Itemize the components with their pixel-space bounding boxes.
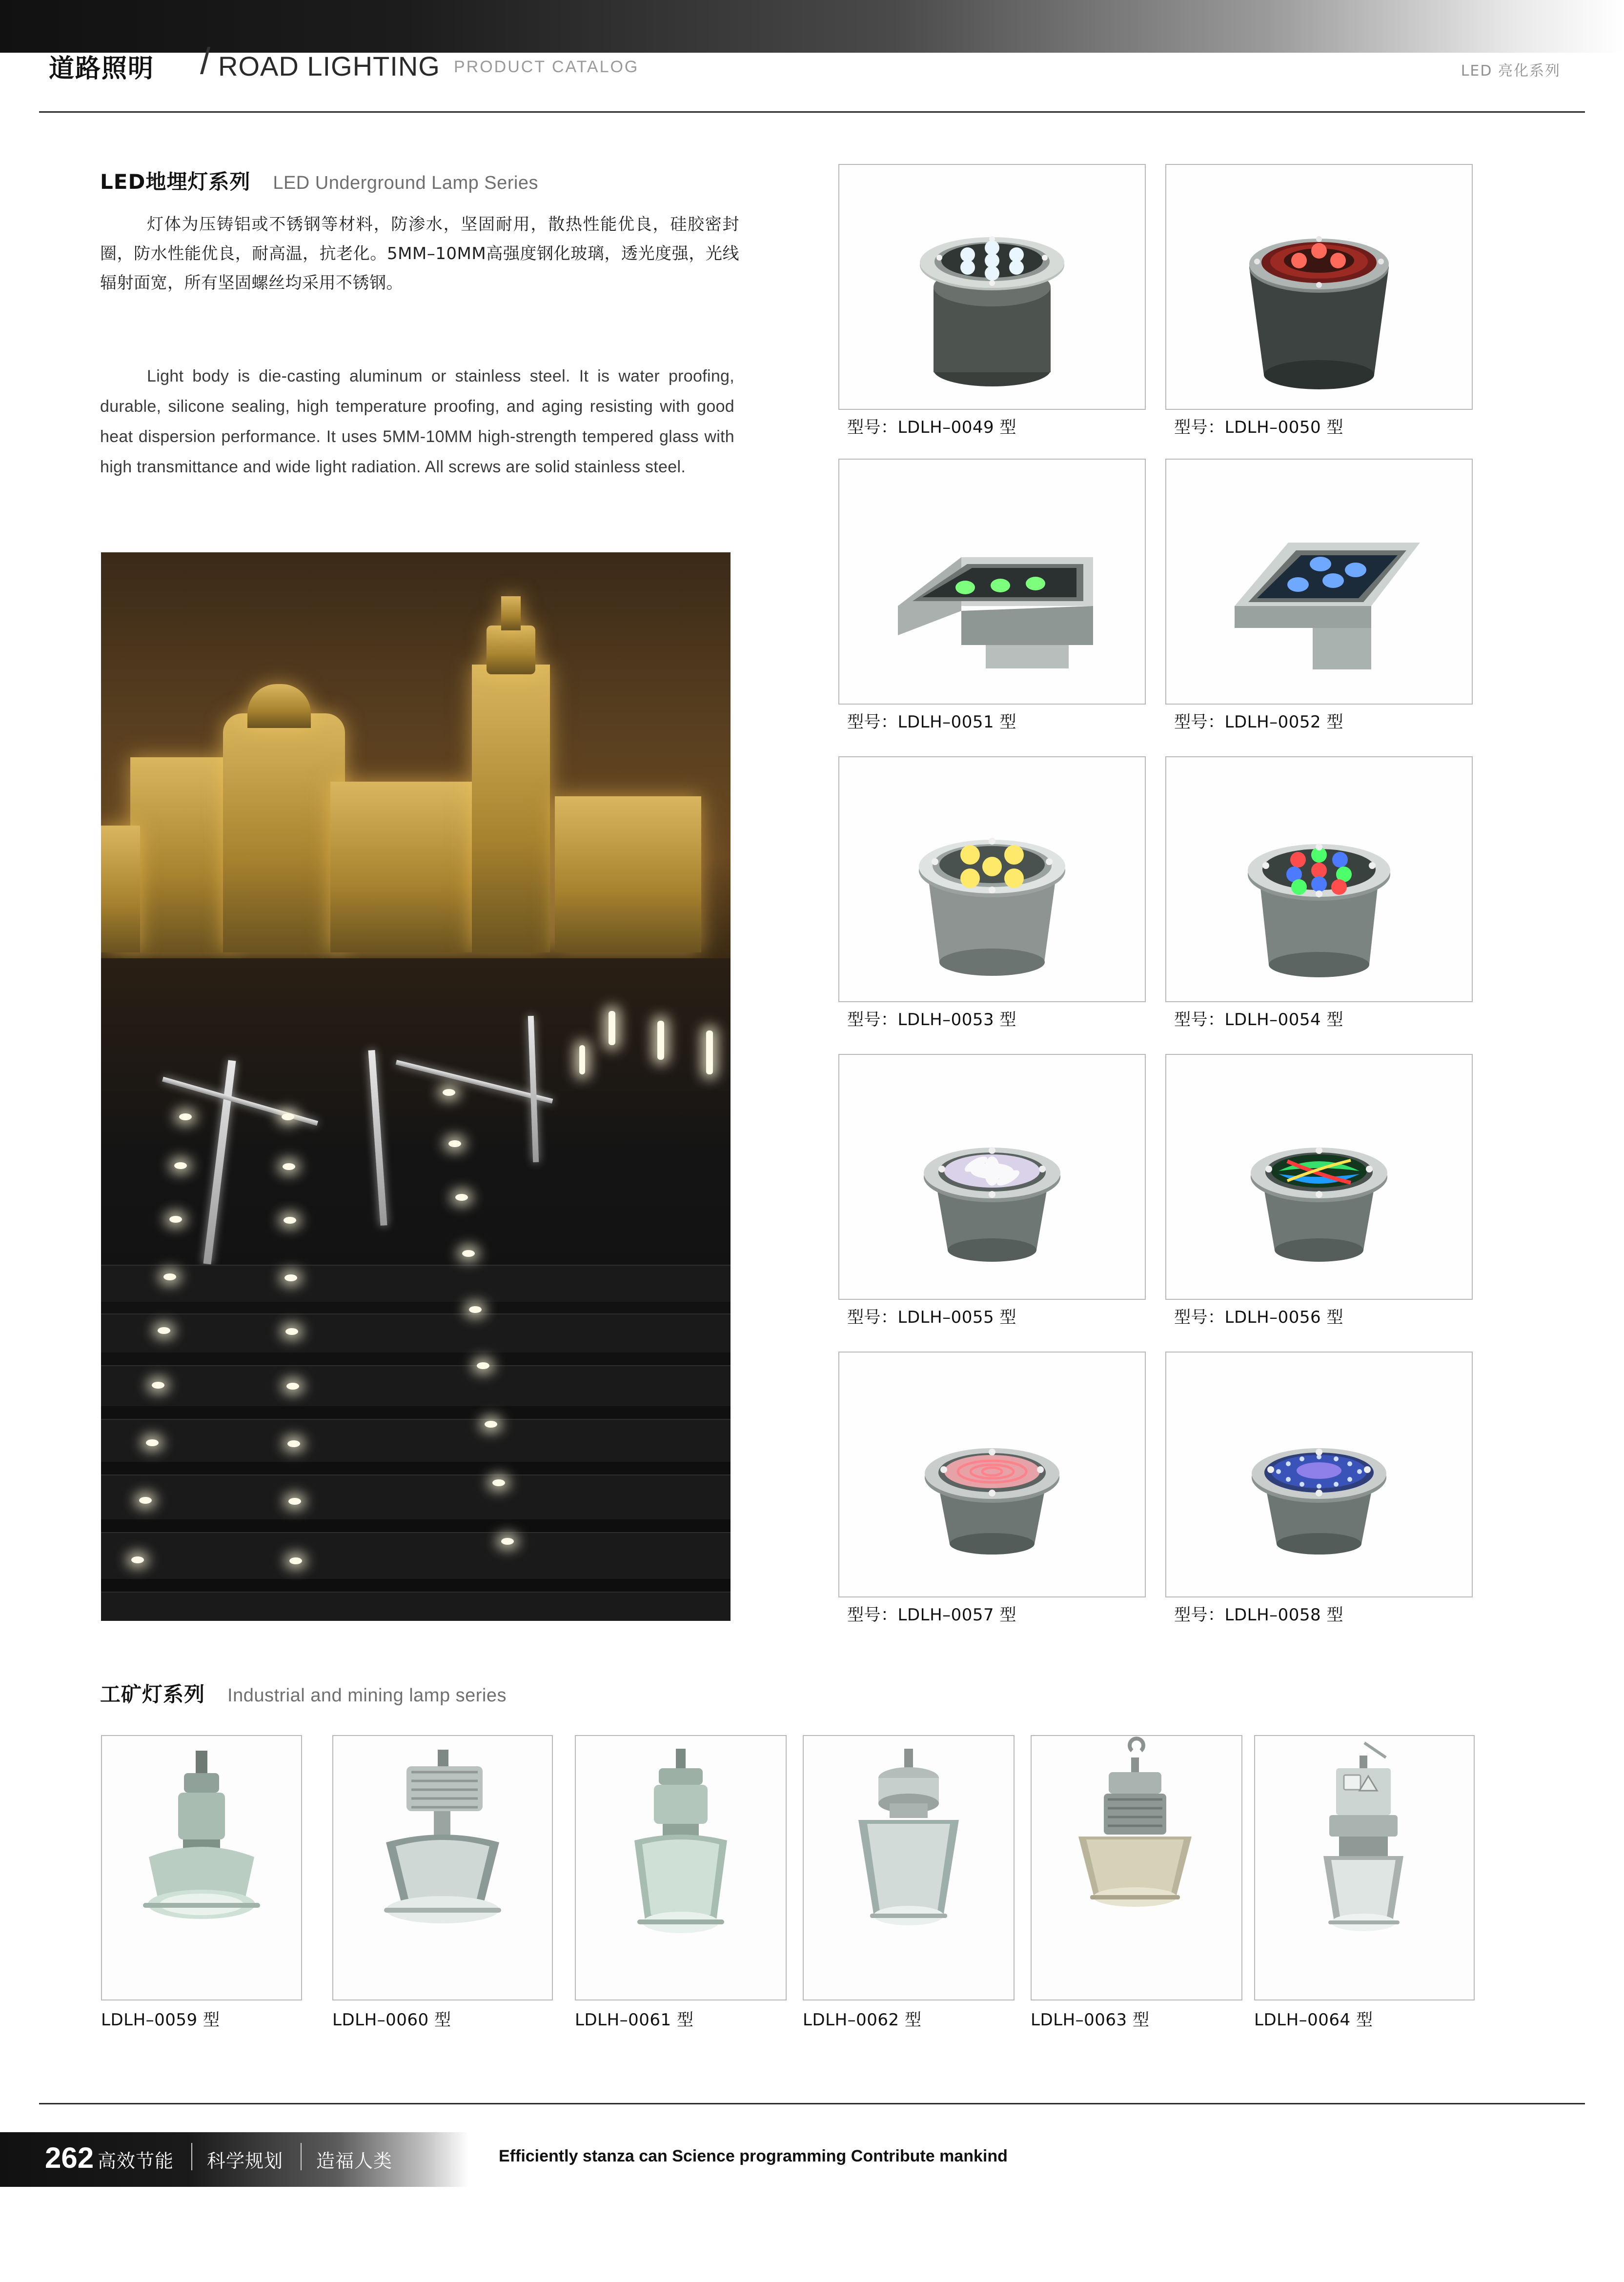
photo-step-light [477, 1362, 489, 1369]
photo-step-light [462, 1250, 475, 1257]
photo-bollard-light [609, 1011, 615, 1045]
photo-building [555, 796, 701, 952]
photo-step-light [469, 1306, 482, 1313]
header-subtitle-en: PRODUCT CATALOG [454, 58, 639, 76]
photo-building [101, 826, 140, 952]
product-caption: LDLH–0060 型 [332, 2010, 451, 2030]
section-title-industrial [100, 1678, 507, 1708]
footer-divider [39, 2103, 1585, 2104]
product-caption: 型号：LDLH–0058 型 [1174, 1605, 1343, 1625]
photo-step-light [288, 1498, 301, 1505]
section-title-cn: LED地埋灯系列 [100, 170, 251, 194]
photo-building [223, 713, 345, 952]
photo-step-light [152, 1382, 164, 1389]
photo-step-light [485, 1421, 497, 1428]
product-image-frame [1254, 1735, 1475, 2000]
photo-step-light [285, 1328, 298, 1335]
header-title-en: ROAD LIGHTING [218, 51, 440, 81]
product-image-frame [332, 1735, 553, 2000]
photo-building [472, 665, 550, 952]
photo-stair [101, 1419, 731, 1462]
photo-step-light [139, 1497, 152, 1504]
photo-stair [101, 1474, 731, 1519]
photo-step-light [158, 1327, 170, 1334]
photo-step-light [282, 1113, 294, 1120]
product-caption: 型号：LDLH–0051 型 [847, 712, 1016, 732]
photo-step-light [284, 1217, 296, 1224]
product-caption: 型号：LDLH–0055 型 [847, 1308, 1016, 1327]
photo-step-light [284, 1274, 297, 1281]
section-title-en: Industrial and mining lamp series [227, 1685, 507, 1706]
footer-slogan-3: 造福人类 [316, 2150, 393, 2172]
photo-stair [101, 1532, 731, 1579]
footer-separator [191, 2143, 192, 2170]
photo-step-light [131, 1556, 144, 1563]
product-image-frame [1165, 459, 1473, 705]
page-number: 262 [45, 2141, 94, 2174]
photo-bollard-light [706, 1030, 713, 1074]
photo-step-light [283, 1163, 295, 1170]
product-caption: LDLH–0064 型 [1254, 2010, 1373, 2030]
photo-step-light [448, 1140, 461, 1147]
product-image-frame [838, 756, 1146, 1002]
product-caption: 型号：LDLH–0056 型 [1174, 1308, 1343, 1327]
paragraph-english: Light body is die-casting aluminum or stainless steel. It is water proofing, durable, silicone sealing, high temperature proofing, and aging resisting with good heat dispersion performance. It uses 5MM-10MM high-strength tempered glass with high transmittance and wide light radiation. All screws are solid stainless steel. [100, 367, 734, 476]
section-title-underground [100, 166, 538, 195]
photo-step-light [492, 1479, 505, 1486]
product-caption: 型号：LDLH–0057 型 [847, 1605, 1016, 1625]
product-caption: LDLH–0061 型 [575, 2010, 694, 2030]
photo-building [487, 626, 535, 674]
photo-step-light [443, 1089, 455, 1096]
product-caption: 型号：LDLH–0050 型 [1174, 418, 1343, 437]
photo-stair [101, 1365, 731, 1406]
product-caption: 型号：LDLH–0052 型 [1174, 712, 1343, 732]
photo-building [330, 782, 472, 952]
product-image-frame [1165, 1352, 1473, 1597]
photo-step-light [146, 1439, 159, 1446]
photo-step-light [179, 1113, 192, 1120]
section-title-en: LED Underground Lamp Series [273, 173, 539, 193]
product-image-frame [1165, 1054, 1473, 1300]
photo-stair [101, 1592, 731, 1621]
product-caption: 型号：LDLH–0053 型 [847, 1010, 1016, 1030]
header-divider [39, 111, 1585, 113]
header-slash: / [200, 40, 211, 82]
product-image-frame [101, 1735, 302, 2000]
photo-step-light [289, 1557, 302, 1564]
photo-bollard-light [579, 1045, 585, 1074]
footer-slogan-1: 高效节能 [98, 2150, 174, 2172]
product-caption: LDLH–0063 型 [1031, 2010, 1150, 2030]
product-caption: LDLH–0059 型 [101, 2010, 220, 2030]
product-image-frame [838, 1352, 1146, 1597]
section-title-cn: 工矿灯系列 [100, 1682, 205, 1706]
product-image-frame [575, 1735, 787, 2000]
photo-building [130, 757, 233, 952]
photo-step-light [286, 1383, 299, 1390]
product-image-frame [803, 1735, 1015, 2000]
photo-step-light [163, 1273, 176, 1280]
photo-step-light [501, 1538, 514, 1545]
product-image-frame [1165, 756, 1473, 1002]
product-image-frame [838, 1054, 1146, 1300]
footer-separator [301, 2143, 302, 2170]
header-title-cn: 道路照明 [49, 54, 155, 83]
product-image-frame [1165, 164, 1473, 410]
page-header [0, 0, 1624, 122]
photo-bollard-light [657, 1021, 664, 1060]
product-caption: 型号：LDLH–0049 型 [847, 418, 1016, 437]
footer-slogan-english: Efficiently stanza can Science programming Contribute mankind [499, 2147, 1008, 2165]
photo-stair [101, 1265, 731, 1302]
header-gradient-band [0, 0, 1624, 53]
header-series-label: LED 亮化系列 [1461, 62, 1561, 80]
product-image-frame [838, 164, 1146, 410]
product-image-frame [1031, 1735, 1242, 2000]
photo-step-light [287, 1440, 300, 1447]
photo-step-light [169, 1216, 182, 1223]
product-image-frame [838, 459, 1146, 705]
photo-step-light [174, 1162, 187, 1169]
product-caption: LDLH–0062 型 [803, 2010, 922, 2030]
photo-building [501, 596, 521, 630]
photo-step-light [455, 1194, 468, 1201]
photo-stair [101, 1313, 731, 1353]
footer-slogan-2: 科学规划 [207, 2150, 284, 2172]
paragraph-chinese: 灯体为压铸铝或不锈钢等材料，防渗水，坚固耐用，散热性能优良，硅胶密封圈，防水性能优良，耐高温，抗老化。5MM–10MM高强度钢化玻璃，透光度强，光线辐射面宽，所有坚固螺丝均采用不锈钢。 [100, 215, 739, 293]
main-night-photo [101, 552, 731, 1621]
product-caption: 型号：LDLH–0054 型 [1174, 1010, 1343, 1030]
